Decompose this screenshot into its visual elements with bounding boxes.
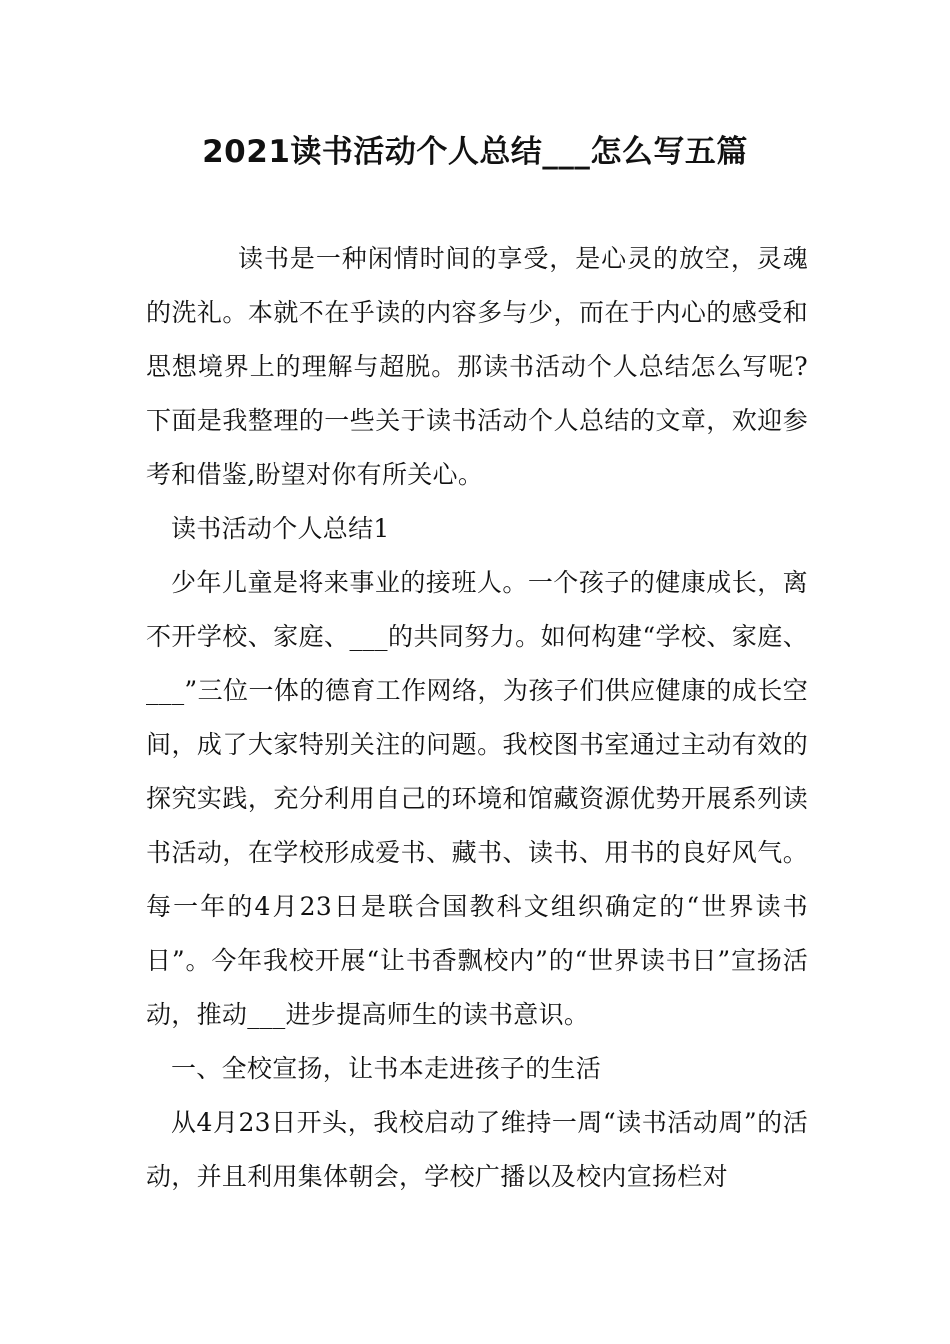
document-title: 2021读书活动个人总结___怎么写五篇: [202, 134, 748, 170]
section-heading-part-1: 一、全校宣扬，让书本走进孩子的生活: [171, 1054, 602, 1083]
intro-paragraph: 读书是一种闲情时间的享受，是心灵的放空，灵魂的洗礼。本就不在乎读的内容多与少，而在于内心的感受和思想境界上的理解与超脱。那读书活动个人总结怎么写呢?下面是我整理的一些关于读书活动个人总结的文章，欢迎参考和借鉴,盼望对你有所关心。: [146, 244, 808, 489]
body-paragraph: 从4月23日开头，我校启动了维持一周“读书活动周”的活动，并且利用集体朝会，学校广播以及校内宣扬栏对: [146, 1108, 808, 1191]
document-body: [146, 232, 808, 1204]
body-paragraph: 少年儿童是将来事业的接班人。一个孩子的健康成长，离不开学校、家庭、___的共同努力。如何构建“学校、家庭、___”三位一体的德育工作网络，为孩子们供应健康的成长空间，成了大家特别关注的问题。我校图书室通过主动有效的探究实践，充分利用自己的环境和馆藏资源优势开展系列读书活动，在学校形成爱书、藏书、读书、用书的良好风气。每一年的4月23日是联合国教科文组织确定的“世界读书日”。今年我校开展“让书香飘校内”的“世界读书日”宣扬活动，推动___进步提高师生的读书意识。: [146, 568, 808, 1029]
section-heading-summary-1: 读书活动个人总结1: [171, 514, 390, 543]
